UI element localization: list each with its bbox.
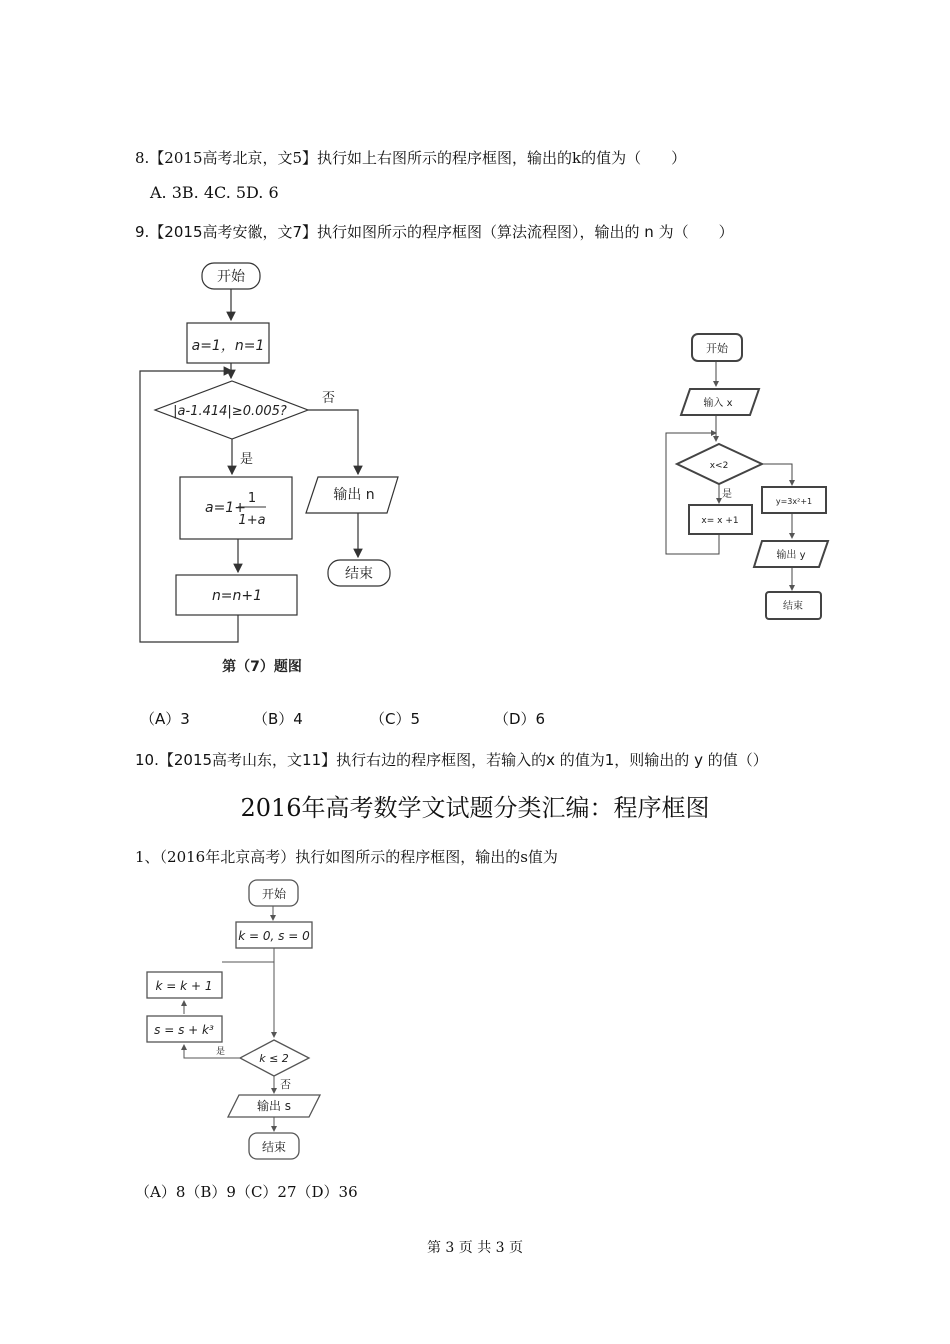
q9-caption: 第（7）题图 [222,659,302,675]
q9-step2-label: n=n+1 [211,588,263,604]
q1-text: 1、（2016年北京高考）执行如图所示的程序框图，输出的s值为 [135,848,558,866]
q9-condition-label: |a-1.414|≥0.005? [173,404,287,419]
q9-step1-lhs: a=1+ [205,500,246,516]
q1-start-label: 开始 [261,887,287,901]
right-assign-yes-label: x= x +1 [701,516,739,526]
page-footer: 第 3 页 共 3 页 [426,1240,524,1256]
q9-option-d: （D）6 [494,710,546,728]
right-output-label: 输出 y [776,550,806,561]
q1-init-label: k = 0, s = 0 [238,929,310,943]
q8-text: 8.【2015高考北京，文5】执行如上右图所示的程序框图，输出的k的值为（ ） [135,149,687,167]
q1-condition-label: k ≤ 2 [259,1052,289,1065]
q8-options: A. 3B. 4C. 5D. 6 [150,183,279,202]
right-input-label: 输入 x [703,398,733,409]
right-start-label: 开始 [706,342,728,355]
right-condition-label: x<2 [709,461,729,471]
q1-output-label: 输出 s [256,1099,292,1113]
q9-start-label: 开始 [217,269,245,285]
right-yes-label: 是 [722,489,732,500]
q1-options: （A）8（B）9（C）27（D）36 [135,1183,358,1201]
q10-text: 10.【2015高考山东，文11】执行右边的程序框图，若输入的x 的值为1，则输出的 y 的值（） [135,751,768,769]
right-assign-no-label: y=3x²+1 [775,497,813,506]
q1-yes-label: 是 [216,1047,226,1057]
q1-no-label: 否 [280,1078,291,1091]
q1-step-s-label: s = s + k³ [154,1023,214,1037]
q1-end-label: 结束 [261,1140,287,1154]
q9-no-label: 否 [322,391,336,406]
right-end-label: 结束 [783,601,803,612]
q9-output-label: 输出 n [333,487,375,503]
q9-option-b: （B）4 [253,710,303,728]
q1-step-k-label: k = k + 1 [155,979,213,993]
q9-yes-label: 是 [240,452,254,467]
q9-option-a: （A）3 [140,710,190,728]
q9-end-label: 结束 [345,566,373,582]
q9-option-c: （C）5 [370,710,421,728]
q9-init-label: a=1，n=1 [191,338,265,354]
section-title: 2016年高考数学文试题分类汇编：程序框图 [240,794,710,822]
q9-text: 9.【2015高考安徽，文7】执行如图所示的程序框图（算法流程图），输出的 n 为（ ） [135,223,734,241]
q9-frac-num: 1 [247,491,257,506]
q9-frac-den: 1+a [238,513,266,528]
